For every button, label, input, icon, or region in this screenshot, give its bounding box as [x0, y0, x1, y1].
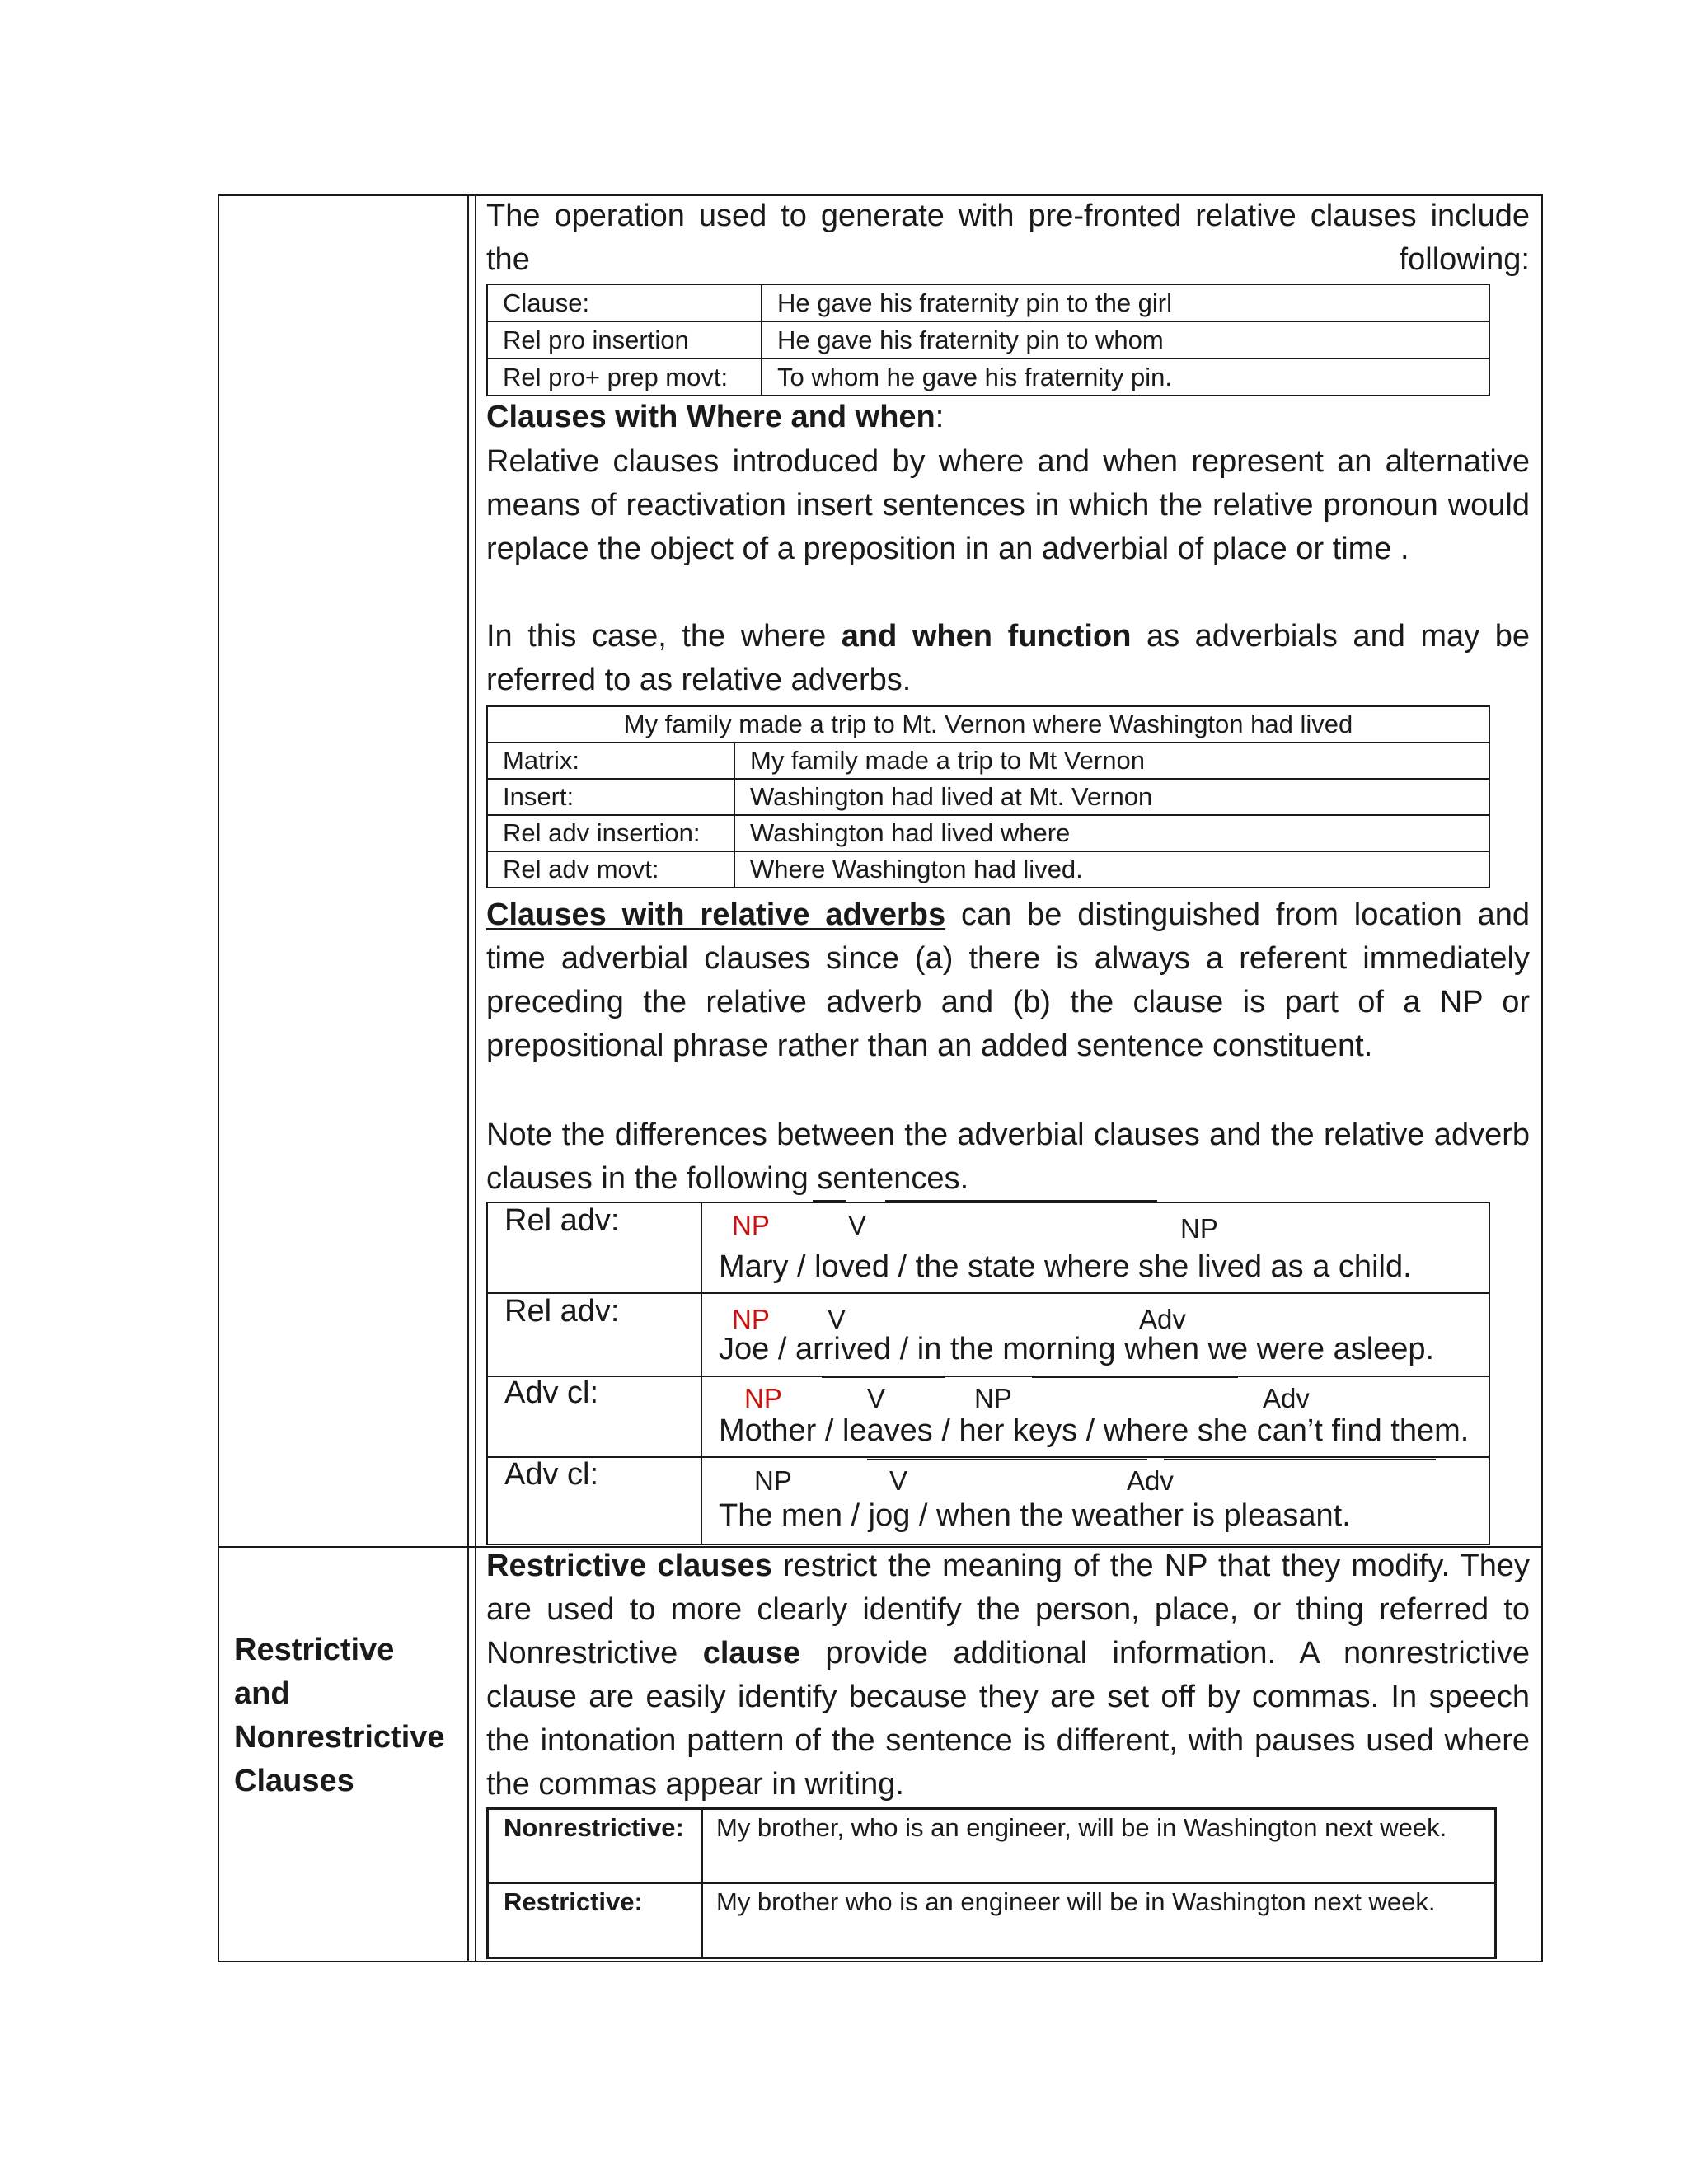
tag-np: NP [974, 1383, 1012, 1413]
example-sentences-box [486, 1202, 1490, 1545]
paragraph-relative-clauses: Relative clauses introduced by where and when represent an alternative means of reactivation insert sentences in which the relative pronoun would replace the object of a preposition in an adverbial of place or time . [486, 444, 1530, 566]
example-row-divider [488, 1456, 1489, 1458]
tag-np: NP [732, 1304, 770, 1334]
op-value: To whom he gave his fraternity pin. [762, 359, 1489, 396]
heading-line: and [234, 1676, 290, 1711]
table-header: My family made a trip to Mt. Vernon where Washington had lived [487, 706, 1489, 743]
tag-v: V [867, 1383, 886, 1413]
restrictive-heading [234, 1629, 445, 1803]
p-bold-clause: clause [702, 1636, 800, 1671]
tag-adv: Adv [1263, 1383, 1310, 1413]
example-divider [701, 1203, 702, 1544]
heading-colon: : [935, 400, 945, 434]
row-label: Restrictive: [488, 1883, 703, 1958]
example-sentence: Joe / arrived / in the morning when we were asleep. [719, 1332, 1435, 1366]
intro-text: The operation used to generate with pre-fronted relative clauses include the following: [486, 199, 1530, 277]
column-divider-left [467, 194, 469, 1962]
table-row [487, 706, 1489, 743]
p2-bold-function: function [1007, 619, 1132, 654]
bracket-line [813, 1200, 846, 1202]
row-value: My brother who is an engineer will be in Washington next week. [702, 1883, 1496, 1958]
row-label: Rel adv insertion: [487, 815, 734, 851]
table-row [487, 743, 1489, 779]
example-label: Adv cl: [504, 1457, 599, 1492]
tag-adv: Adv [1139, 1304, 1186, 1334]
row-value: Washington had lived where [734, 815, 1489, 851]
tag-np: NP [744, 1383, 782, 1413]
row-value: Where Washington had lived. [734, 851, 1489, 888]
tag-adv: Adv [1127, 1465, 1174, 1496]
tag-v: V [828, 1304, 846, 1334]
op-label: Rel pro insertion [487, 321, 762, 359]
op-value: He gave his fraternity pin to the girl [762, 284, 1489, 321]
p-rest: restrict the meaning of the NP that they modify. They are used to more clearly identify the person, place, or thing referred to Nonrestrictive [486, 1549, 1530, 1671]
paragraph-note-differences: Note the differences between the adverbial clauses and the relative adverb clauses in the following sentences. [486, 1118, 1530, 1196]
row-label: Rel adv movt: [487, 851, 734, 888]
intro-line-1 [486, 194, 1530, 282]
example-row-divider [488, 1292, 1489, 1294]
row-value: My family made a trip to Mt Vernon [734, 743, 1489, 779]
paragraph-relative-adverbs [486, 615, 1530, 702]
p3-rest: can be distinguished from location and time adverbial clauses since (a) there is always a referent immediately preceding the relative adverb and (b) the clause is part of a NP or prepositional phrase rather than an added sentence constituent. [486, 898, 1530, 1063]
heading-line: Clauses [234, 1764, 354, 1798]
row-value: My brother, who is an engineer, will be in Washington next week. [702, 1809, 1496, 1884]
table-row [487, 779, 1489, 815]
bracket-line [867, 1459, 1147, 1460]
p-rest-2: provide additional information. A nonrestrictive clause are easily identify because they are set off by commas. In speech the intonation pattern of the sentence is different, with pauses used where the commas appear in writing. [486, 1636, 1530, 1802]
restrictive-examples-table [486, 1807, 1497, 1959]
p-bold-restrictive: Restrictive clauses [486, 1549, 772, 1583]
bracket-line [1164, 1459, 1436, 1460]
relative-adverb-table [486, 705, 1490, 888]
bracket-line [822, 1376, 945, 1378]
heading-relative-adverbs: Clauses with relative adverbs [486, 898, 946, 932]
table-row [487, 359, 1489, 396]
section-heading-where-when [486, 396, 1530, 439]
example-label: Rel adv: [504, 1203, 620, 1238]
tag-np: NP [1180, 1213, 1218, 1244]
p2-text-a: In this case, the where [486, 619, 842, 654]
row-value: Washington had lived at Mt. Vernon [734, 779, 1489, 815]
table-row [487, 284, 1489, 321]
example-label: Rel adv: [504, 1294, 620, 1329]
row-label: Matrix: [487, 743, 734, 779]
tag-np: NP [754, 1465, 792, 1496]
heading-where-when: Clauses with Where and when [486, 400, 935, 434]
table-row [488, 1809, 1496, 1884]
example-sentence: The men / jog / when the weather is pleasant. [719, 1498, 1351, 1533]
op-value: He gave his fraternity pin to whom [762, 321, 1489, 359]
op-label: Clause: [487, 284, 762, 321]
heading-line: Nonrestrictive [234, 1720, 445, 1755]
example-row-divider [488, 1376, 1489, 1377]
op-label: Rel pro+ prep movt: [487, 359, 762, 396]
tag-np: NP [732, 1210, 770, 1240]
p2-text-e: as adverbials and may be referred to as relative adverbs. [486, 619, 1531, 697]
row-label: Insert: [487, 779, 734, 815]
example-label: Adv cl: [504, 1376, 599, 1410]
p2-text-c [992, 619, 1008, 654]
table-row [487, 851, 1489, 888]
tag-v: V [889, 1465, 908, 1496]
table-row [488, 1883, 1496, 1958]
table-row [487, 815, 1489, 851]
table-row [487, 321, 1489, 359]
operations-table [486, 284, 1490, 396]
paragraph-distinguish [486, 893, 1530, 1068]
example-sentence: Mother / leaves / her keys / where she can’t find them. [719, 1413, 1470, 1448]
example-sentence: Mary / loved / the state where she lived as a child. [719, 1249, 1412, 1284]
column-divider-right [475, 194, 476, 1962]
tag-v: V [848, 1210, 867, 1240]
row-label: Nonrestrictive: [488, 1809, 703, 1884]
bracket-line [1032, 1376, 1238, 1378]
heading-line: Restrictive [234, 1633, 395, 1667]
paragraph-restrictive [486, 1544, 1530, 1807]
bracket-line [885, 1200, 1157, 1202]
p2-bold-and-when: and when [841, 619, 992, 654]
